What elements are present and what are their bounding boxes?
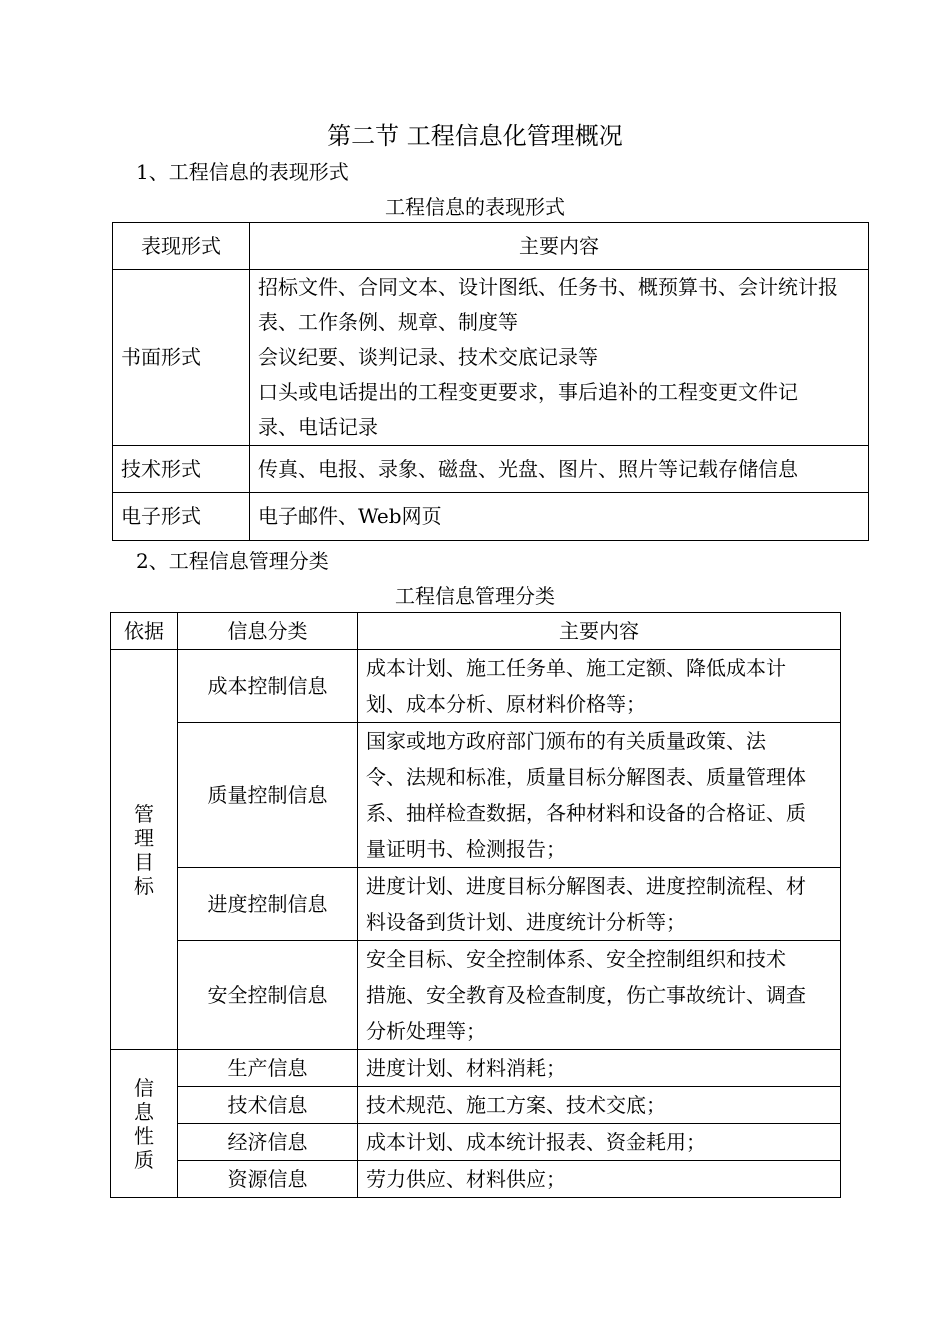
form-cell: 技术形式	[113, 446, 250, 493]
content-line: 口头或电话提出的工程变更要求，事后追补的工程变更文件记	[258, 380, 798, 404]
content-cell: 技术规范、施工方案、技术交底；	[358, 1087, 841, 1124]
info-classification-table	[110, 612, 841, 1198]
table-row	[111, 1087, 841, 1124]
content-cell	[250, 270, 869, 446]
content-cell: 成本计划、施工任务单、施工定额、降低成本计 划、成本分析、原材料价格等；	[358, 650, 841, 723]
category-cell: 经济信息	[178, 1124, 358, 1161]
section-heading-2: 2、工程信息管理分类	[136, 549, 329, 573]
category-cell: 安全控制信息	[178, 941, 358, 1050]
category-cell: 生产信息	[178, 1050, 358, 1087]
table-header-row	[113, 223, 869, 270]
content-cell: 劳力供应、材料供应；	[358, 1161, 841, 1198]
section-heading-1: 1、工程信息的表现形式	[136, 160, 349, 184]
table-row	[111, 941, 841, 1050]
column-header: 依据	[111, 613, 178, 650]
column-header: 主要内容	[250, 223, 869, 270]
content-cell: 进度计划、材料消耗；	[358, 1050, 841, 1087]
table-header-row	[111, 613, 841, 650]
form-cell: 书面形式	[113, 270, 250, 446]
content-cell: 进度计划、进度目标分解图表、进度控制流程、材 料设备到货计划、进度统计分析等；	[358, 868, 841, 941]
content-cell: 成本计划、成本统计报表、资金耗用；	[358, 1124, 841, 1161]
category-cell: 成本控制信息	[178, 650, 358, 723]
column-header: 信息分类	[178, 613, 358, 650]
table-row	[111, 868, 841, 941]
basis-cell: 管 理 目 标	[111, 650, 178, 1050]
content-cell: 安全目标、安全控制体系、安全控制组织和技术 措施、安全教育及检查制度，伤亡事故统计、调查 分析处理等；	[358, 941, 841, 1050]
table-row	[111, 1050, 841, 1087]
table-row	[111, 650, 841, 723]
column-header: 表现形式	[113, 223, 250, 270]
table-caption-2: 工程信息管理分类	[395, 584, 555, 608]
table-row	[111, 1161, 841, 1198]
info-forms-table	[112, 222, 869, 541]
table-row	[113, 446, 869, 493]
content-cell: 传真、电报、录象、磁盘、光盘、图片、照片等记载存储信息	[250, 446, 869, 493]
basis-cell: 信 息 性 质	[111, 1050, 178, 1198]
table-row	[111, 723, 841, 868]
category-cell: 质量控制信息	[178, 723, 358, 868]
content-cell: 电子邮件、Web网页	[250, 493, 869, 541]
table-caption-1: 工程信息的表现形式	[385, 195, 565, 219]
content-line: 招标文件、合同文本、设计图纸、任务书、概预算书、会计统计报	[258, 275, 838, 299]
category-cell: 资源信息	[178, 1161, 358, 1198]
column-header: 主要内容	[358, 613, 841, 650]
form-cell: 电子形式	[113, 493, 250, 541]
table-row	[113, 493, 869, 541]
table-row	[113, 270, 869, 446]
page-title: 第二节 工程信息化管理概况	[327, 122, 623, 150]
table-row	[111, 1124, 841, 1161]
content-line: 录、电话记录	[258, 415, 378, 439]
category-cell: 进度控制信息	[178, 868, 358, 941]
content-line: 表、工作条例、规章、制度等	[258, 310, 518, 334]
content-cell: 国家或地方政府部门颁布的有关质量政策、法 令、法规和标准，质量目标分解图表、质量管理体 系、抽样检查数据，各种材料和设备的合格证、质 量证明书、检测报告；	[358, 723, 841, 868]
content-line: 会议纪要、谈判记录、技术交底记录等	[258, 345, 598, 369]
category-cell: 技术信息	[178, 1087, 358, 1124]
